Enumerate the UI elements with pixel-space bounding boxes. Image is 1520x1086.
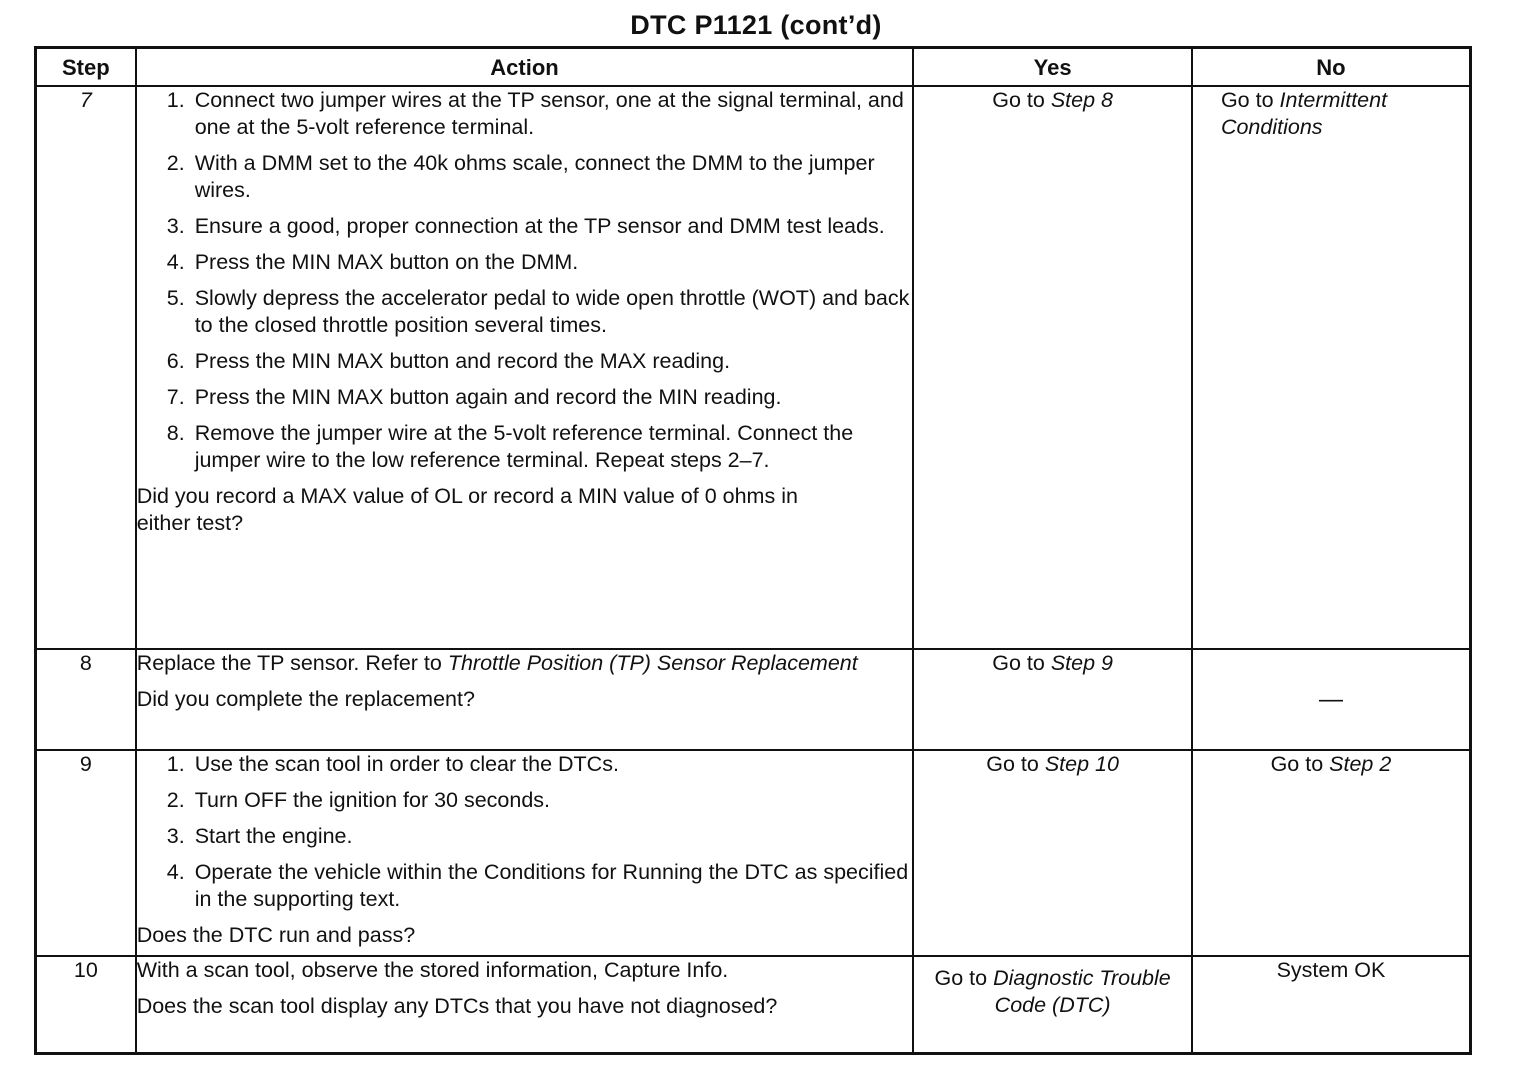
- page-title: DTC P1121 (cont’d): [630, 10, 882, 40]
- yes-link[interactable]: Step 8: [1050, 88, 1113, 112]
- table-row-step-9: [36, 750, 1471, 956]
- header-row: [36, 48, 1471, 87]
- list-item: 2. Turn OFF the ignition for 30 seconds.: [166, 788, 551, 812]
- yes-link[interactable]: Step 10: [1044, 752, 1119, 776]
- list-item: 1. Connect two jumper wires at the TP sensor, one at the signal terminal, and one at the 5-volt reference terminal.: [166, 88, 904, 139]
- no-result: Go to Step 2: [1192, 750, 1471, 956]
- list-item: 5. Slowly depress the accelerator pedal to wide open throttle (WOT) and back to the closed throttle position several times.: [166, 286, 910, 337]
- step-number: 8: [36, 649, 136, 750]
- no-link[interactable]: Intermittent Conditions: [1220, 88, 1388, 139]
- yes-result: Go to Diagnostic Trouble Code (DTC): [913, 956, 1192, 1053]
- yes-link[interactable]: Step 9: [1050, 651, 1113, 675]
- list-item: 3. Start the engine.: [166, 824, 353, 848]
- header-action: Action: [136, 48, 914, 87]
- action-list: [137, 87, 913, 474]
- table-row-step-10: [36, 956, 1471, 1053]
- no-result: System OK: [1192, 956, 1471, 1053]
- action-cell: [136, 649, 914, 750]
- header-yes: Yes: [913, 48, 1192, 87]
- question-text: Does the DTC run and pass?: [136, 923, 416, 947]
- list-item: 4. Operate the vehicle within the Conditions for Running the DTC as specified in the supporting text.: [166, 860, 909, 911]
- yes-result: Go to Step 8: [913, 86, 1192, 649]
- question-text: Does the scan tool display any DTCs that you have not diagnosed?: [136, 994, 778, 1018]
- list-item: 7. Press the MIN MAX button again and record the MIN reading.: [166, 385, 782, 409]
- list-item: 1. Use the scan tool in order to clear the DTCs.: [166, 752, 619, 776]
- header-step: Step: [36, 48, 136, 87]
- action-cell: [136, 750, 914, 956]
- question-text: Did you complete the replacement?: [136, 687, 475, 711]
- no-link[interactable]: Step 2: [1329, 752, 1392, 776]
- table-row-step-7: [36, 86, 1471, 649]
- yes-link[interactable]: Diagnostic Trouble Code (DTC): [993, 966, 1171, 1017]
- action-list: [137, 751, 913, 913]
- action-cell: [136, 86, 914, 649]
- yes-result: Go to Step 10: [913, 750, 1192, 956]
- list-item: 4. Press the MIN MAX button on the DMM.: [166, 250, 579, 274]
- no-result: —: [1192, 649, 1471, 750]
- list-item: 3. Ensure a good, proper connection at the TP sensor and DMM test leads.: [166, 214, 885, 238]
- list-item: 2. With a DMM set to the 40k ohms scale, connect the DMM to the jumper wires.: [166, 151, 875, 202]
- question-text: Did you record a MAX value of OL or record a MIN value of 0 ohms in either test?: [136, 484, 798, 535]
- table-row-step-8: [36, 649, 1471, 750]
- action-text: Replace the TP sensor. Refer to Throttle Position (TP) Sensor Replacement: [136, 651, 858, 675]
- header-no: No: [1192, 48, 1471, 87]
- step-number: 7: [36, 86, 136, 649]
- reference-link[interactable]: Throttle Position (TP) Sensor Replacement: [447, 651, 858, 675]
- dtc-table: [34, 46, 1472, 1055]
- list-item: 6. Press the MIN MAX button and record the MAX reading.: [166, 349, 731, 373]
- step-number: 10: [36, 956, 136, 1053]
- action-cell: [136, 956, 914, 1053]
- action-text: With a scan tool, observe the stored information, Capture Info.: [136, 958, 729, 982]
- list-item: 8. Remove the jumper wire at the 5-volt reference terminal. Connect the jumper wire to the low reference terminal. Repeat steps 2–7.: [166, 421, 854, 472]
- yes-result: Go to Step 9: [913, 649, 1192, 750]
- step-number: 9: [36, 750, 136, 956]
- no-result: Go to Intermittent Conditions: [1192, 86, 1471, 649]
